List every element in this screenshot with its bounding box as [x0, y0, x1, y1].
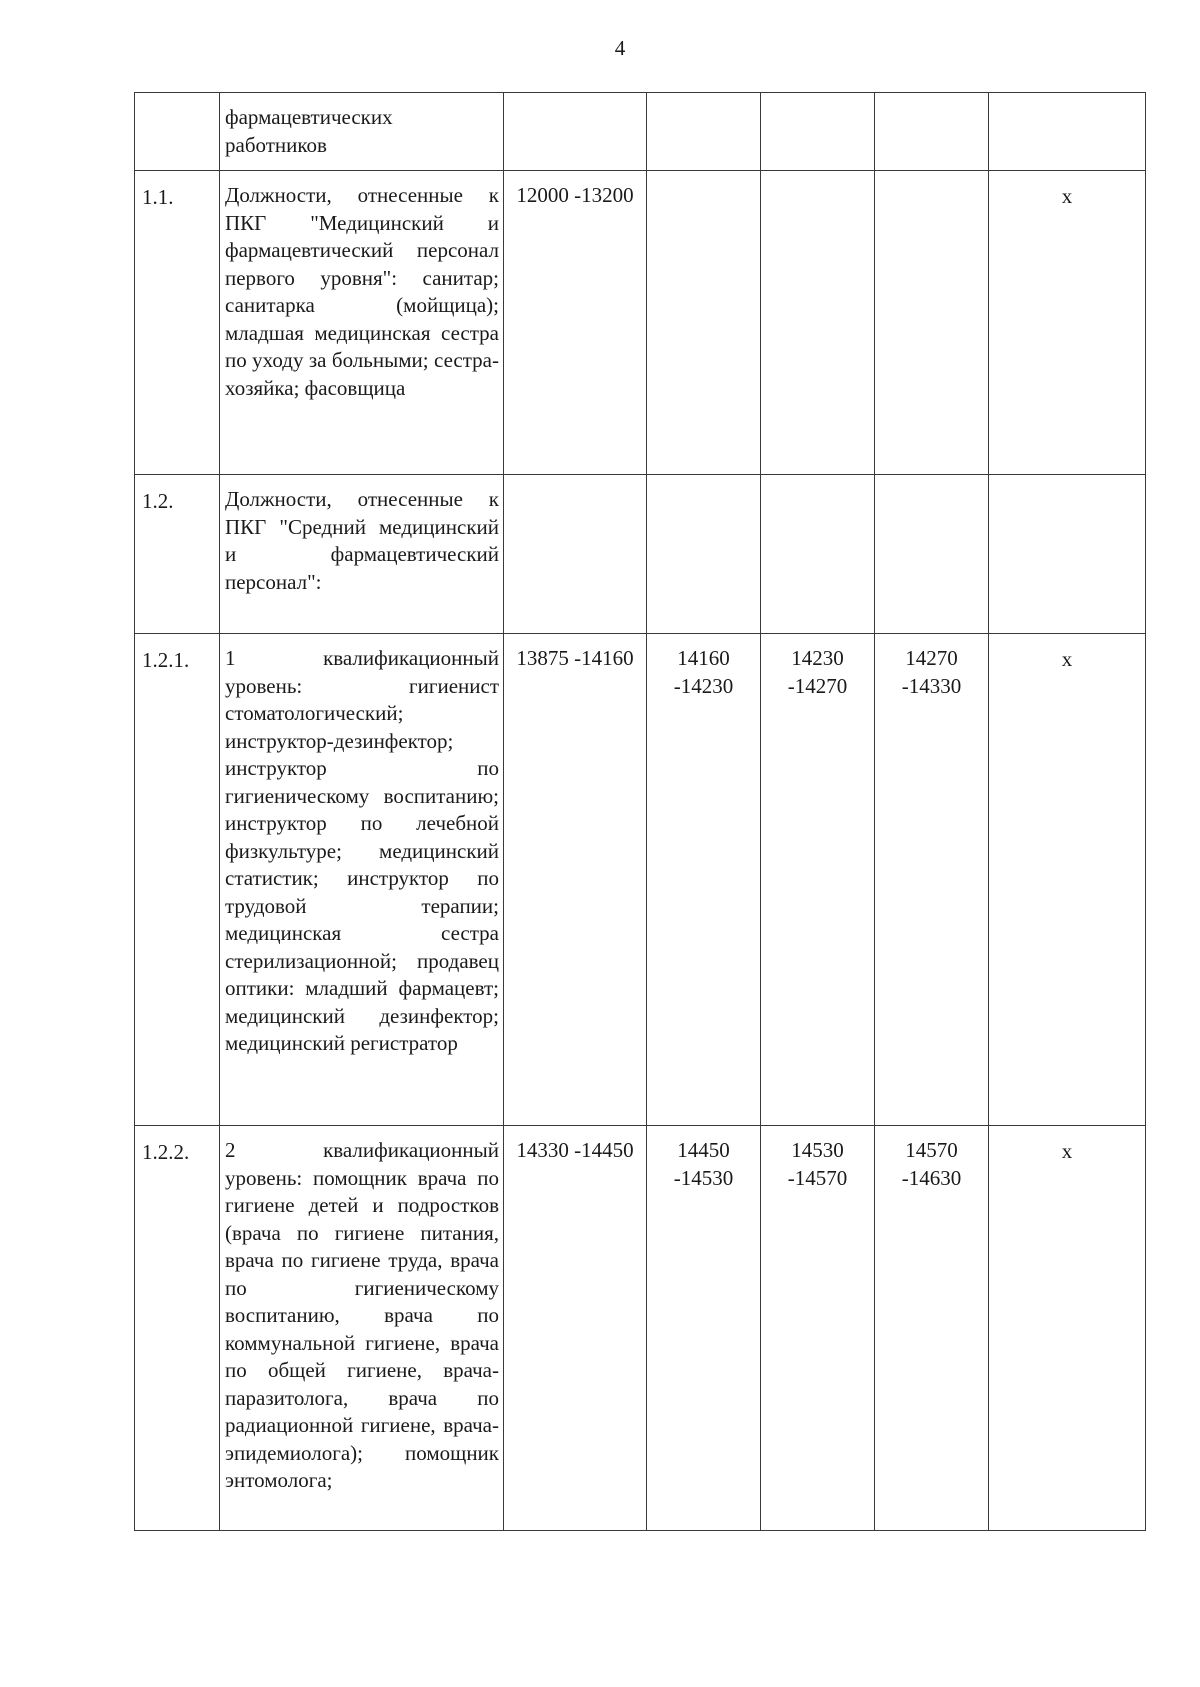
row-description: фармацевтических работников [220, 93, 504, 171]
table-row [135, 171, 1146, 475]
row-number [135, 93, 220, 171]
table-row [135, 475, 1146, 634]
row-mark [989, 93, 1146, 171]
table-row [135, 634, 1146, 1126]
salary-range-4 [875, 475, 989, 634]
table-row [135, 93, 1146, 171]
table-row [135, 1126, 1146, 1531]
row-mark: х [989, 634, 1146, 1126]
salary-range-2 [647, 171, 761, 475]
salary-range-3 [761, 171, 875, 475]
salary-range-4: 14270 -14330 [875, 634, 989, 1126]
salary-range-1 [504, 475, 647, 634]
salary-range-2 [647, 93, 761, 171]
row-description: 2 квалификационный уровень: помощник врача по гигиене детей и подростков (врача по гигиене питания, врача по гигиене труда, врача по гигиеническому воспитанию, врача по коммунальной гигиене, врача по общей гигиене, врача-паразитолога, врача по радиационной гигиене, врача-эпидемиолога); помощник энтомолога; [220, 1126, 504, 1531]
salary-table [134, 92, 1146, 1531]
salary-range-4: 14570 -14630 [875, 1126, 989, 1531]
salary-range-1: 13875 -14160 [504, 634, 647, 1126]
salary-range-2: 14450 -14530 [647, 1126, 761, 1531]
row-description: 1 квалификационный уровень: гигиенист стоматологический; инструктор-дезинфектор; инструктор по гигиеническому воспитанию; инструктор по лечебной физкультуре; медицинский статистик; инструктор по трудовой терапии; медицинская сестра стерилизационной; продавец оптики: младший фармацевт; медицинский дезинфектор; медицинский регистратор [220, 634, 504, 1126]
row-number: 1.1. [135, 171, 220, 475]
row-description: Должности, отнесенные к ПКГ "Средний медицинский и фармацевтический персонал": [220, 475, 504, 634]
salary-range-1: 14330 -14450 [504, 1126, 647, 1531]
salary-range-2 [647, 475, 761, 634]
row-number: 1.2.2. [135, 1126, 220, 1531]
row-mark: х [989, 1126, 1146, 1531]
page-number: 4 [614, 36, 626, 60]
salary-range-3 [761, 93, 875, 171]
salary-range-1: 12000 -13200 [504, 171, 647, 475]
salary-range-4 [875, 93, 989, 171]
row-number: 1.2.1. [135, 634, 220, 1126]
salary-range-3: 14530 -14570 [761, 1126, 875, 1531]
salary-range-2: 14160 -14230 [647, 634, 761, 1126]
row-description: Должности, отнесенные к ПКГ "Медицинский и фармацевтический персонал первого уровня": санитар; санитарка (мойщица); младшая медицинская сестра по уходу за больными; сестра-хозяйка; фасовщица [220, 171, 504, 475]
row-mark [989, 475, 1146, 634]
salary-range-4 [875, 171, 989, 475]
row-mark: х [989, 171, 1146, 475]
salary-range-3: 14230 -14270 [761, 634, 875, 1126]
row-number: 1.2. [135, 475, 220, 634]
salary-range-1 [504, 93, 647, 171]
salary-range-3 [761, 475, 875, 634]
